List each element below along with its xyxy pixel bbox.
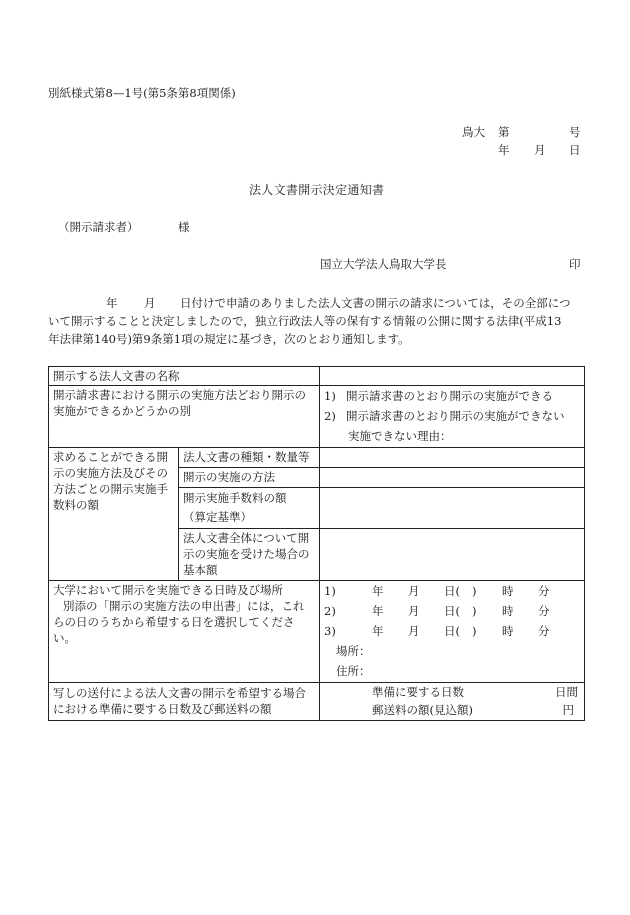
fee-value xyxy=(320,488,585,529)
group-label-3: 方法ごとの開示実施手 xyxy=(53,482,168,496)
availability-label-1: 開示請求書における開示の実施方法どおり開示の xyxy=(53,388,306,402)
body-year-label: 年 xyxy=(106,296,118,310)
date-day-label: 日 xyxy=(569,143,581,157)
types-quantity-value xyxy=(320,448,585,468)
slot-3: 3) 年 月 日( ) 時 分 xyxy=(324,624,550,638)
types-quantity-label: 法人文書の種類・数量等 xyxy=(179,448,320,468)
postage-label: 郵送料の額(見込額) xyxy=(372,703,473,717)
document-name-label: 開示する法人文書の名称 xyxy=(49,367,320,386)
row-schedule xyxy=(49,581,585,683)
slot-2: 2) 年 月 日( ) 時 分 xyxy=(324,604,550,618)
method-label: 開示の実施の方法 xyxy=(179,468,320,488)
group-label-2: 示の実施方法及びその xyxy=(53,466,168,480)
place-label: 場所： xyxy=(336,644,371,658)
base-amount-label-1: 法人文書全体について開 xyxy=(183,531,310,545)
reference-org: 鳥大 xyxy=(462,125,485,139)
addressee-honorific: 様 xyxy=(178,220,190,234)
body-line-3: 年法律第140号)第9条第1項の規定に基づき，次のとおり通知します。 xyxy=(48,332,410,346)
seal-mark: 印 xyxy=(569,257,581,271)
slot-1: 1) 年 月 日( ) 時 分 xyxy=(324,584,550,598)
schedule-label: 大学において開示を実施できる日時及び場所 xyxy=(53,583,283,597)
body-line-1: 日付けで申請のありました法人文書の開示の請求については，その全部につ xyxy=(180,296,571,310)
body-line-2: いて開示することと決定しましたので，独立行政法人等の保有する情報の公開に関する法律(平成13 xyxy=(48,314,562,328)
row-document-name xyxy=(49,367,585,386)
postage-row xyxy=(324,701,580,719)
prep-days-label: 準備に要する日数 xyxy=(372,685,464,699)
schedule-note-2: らの日のうちから希望する日を選択してくださ xyxy=(53,615,295,629)
address-label: 住所： xyxy=(336,664,371,678)
addressee-label: （開示請求者） xyxy=(58,220,139,234)
fee-label: 開示実施手数料の額 xyxy=(183,491,287,505)
row-method-availability xyxy=(49,386,585,448)
fee-basis-label: （算定基準） xyxy=(183,510,252,524)
group-label-4: 数料の額 xyxy=(53,498,99,512)
availability-option-1: 1) 開示請求書のとおり開示の実施ができる xyxy=(324,389,553,403)
postage-unit: 円 xyxy=(562,703,574,717)
document-title: 法人文書開示決定通知書 xyxy=(249,183,385,197)
group-label-1: 求めることができる開 xyxy=(53,450,168,464)
prep-days-row xyxy=(324,683,580,701)
document-name-value xyxy=(320,367,585,386)
reference-dai: 第 xyxy=(498,125,510,139)
body-month-label: 月 xyxy=(144,296,156,310)
availability-option-2: 2) 開示請求書のとおり開示の実施ができない xyxy=(324,409,565,423)
disclosure-table xyxy=(48,366,585,721)
base-amount-label-2: 示の実施を受けた場合の xyxy=(183,547,310,561)
row-types-quantity xyxy=(49,448,585,468)
mailing-label-2: における準備に要する日数及び郵送料の額 xyxy=(53,702,272,716)
schedule-note-3: い。 xyxy=(53,631,76,645)
form-reference: 別紙様式第8—1号(第5条第8項関係) xyxy=(48,86,236,100)
schedule-note-1: 別添の「開示の実施方法の申出書」には，これ xyxy=(63,599,305,613)
sender-name: 国立大学法人鳥取大学長 xyxy=(320,257,447,271)
prep-days-unit: 日間 xyxy=(555,685,578,699)
availability-reason: 実施できない理由： xyxy=(348,429,452,443)
date-year-label: 年 xyxy=(498,143,510,157)
base-amount-label-3: 基本額 xyxy=(183,563,218,577)
row-mailing xyxy=(49,683,585,721)
reference-go: 号 xyxy=(569,125,581,139)
date-month-label: 月 xyxy=(534,143,546,157)
availability-label-2: 実施ができるかどうかの別 xyxy=(53,404,191,418)
mailing-label-1: 写しの送付による法人文書の開示を希望する場合 xyxy=(53,686,306,700)
base-amount-value xyxy=(320,529,585,581)
method-value xyxy=(320,468,585,488)
